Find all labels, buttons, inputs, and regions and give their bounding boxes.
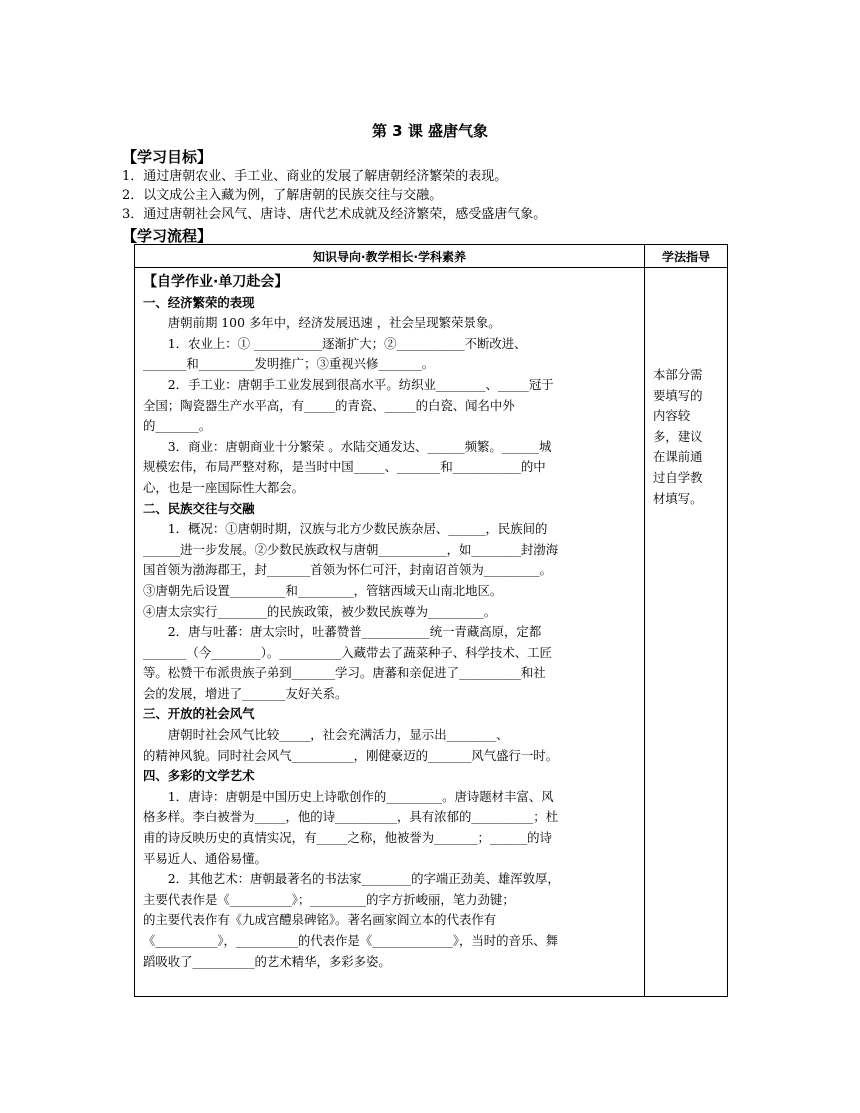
flow-heading: 【学习流程】 — [122, 227, 213, 245]
side-note-line: 材填写。 — [653, 490, 703, 506]
worksheet-line: _______（今________）。__________入藏带去了蔬菜种子、科学技术、工匠 — [143, 644, 552, 660]
worksheet-line: _______和_________发明推广；③重视兴修_______。 — [143, 356, 435, 372]
method-guidance-note — [645, 268, 727, 509]
section-heading: 三、开放的社会风气 — [143, 706, 255, 722]
worksheet-line: 国首领为渤海郡王，封_______首领为怀仁可汗，封南诏首领为_________。 — [143, 562, 552, 578]
objectives-heading: 【学习目标】 — [122, 148, 213, 166]
worksheet-line: 平易近人、通俗易懂。 — [143, 850, 267, 866]
side-note-line: 内容较 — [653, 408, 691, 424]
worksheet-line: ④唐太宗实行________的民族政策，被少数民族尊为_________。 — [143, 603, 497, 619]
worksheet-line: 唐朝时社会风气比较_____，社会充满活力，显示出________、 — [167, 727, 509, 743]
worksheet-line: 全国；陶瓷器生产水平高，有_____的青瓷、_____的白瓷、闻名中外 — [143, 397, 515, 413]
worksheet-line: 1．概况：①唐朝时期，汉族与北方少数民族杂居、______，民族间的 — [167, 521, 548, 537]
self-study-cell — [135, 268, 645, 997]
worksheet-line: 甫的诗反映历史的真情实况，有_____之称，他被誉为_______；______的诗 — [143, 830, 552, 846]
worksheet-line: 1．农业上：① ___________逐渐扩大；②___________不断改进、 — [167, 335, 527, 351]
side-note-line: 多，建议 — [653, 428, 703, 444]
worksheet-line: 2．手工业：唐朝手工业发展到很高水平。纺织业________、_____冠于 — [167, 376, 554, 392]
objective-item: 2．以文成公主入藏为例，了解唐朝的民族交往与交融。 — [122, 188, 443, 203]
method-guidance-cell — [645, 268, 728, 997]
worksheet-line: 3．商业：唐朝商业十分繁荣 。水陆交通发达、______频繁。______城 — [167, 438, 552, 454]
objective-item: 3．通过唐朝社会风气、唐诗、唐代艺术成就及经济繁荣，感受盛唐气象。 — [122, 207, 547, 222]
side-note-line: 要填写的 — [653, 387, 703, 403]
section-heading: 一、经济繁荣的表现 — [143, 294, 255, 310]
worksheet-line: ③唐朝先后设置_________和_________，管辖西域天山南北地区。 — [143, 582, 503, 598]
section-heading: 二、民族交往与交融 — [143, 500, 255, 516]
worksheet-line: 规模宏伟，布局严整对称，是当时中国_____、_______和___________的中 — [143, 459, 546, 475]
self-study-content — [135, 268, 644, 972]
worksheet-line: 的精神风貌。同时社会风气__________，刚健豪迈的_______风气盛行一时。 — [143, 747, 559, 763]
col-header-method: 学法指导 — [645, 245, 728, 268]
worksheet-line: 主要代表作是《__________》；_________的字方折峻丽，笔力劲键； — [143, 891, 515, 907]
worksheet-line: 的主要代表作有《九成宫醴泉碑铭》。著名画家阎立本的代表作有 — [143, 912, 497, 928]
worksheet-line: 唐朝前期 100 多年中，经济发展迅速 ，社会呈现繁荣景象。 — [167, 315, 501, 331]
worksheet-line: 2．唐与吐蕃：唐太宗时，吐蕃赞普___________统一青藏高原，定都 — [167, 624, 542, 640]
side-note-line: 本部分需 — [653, 367, 703, 382]
section-heading: 四、多彩的文学艺术 — [143, 768, 255, 784]
worksheet-line: 会的发展，增进了_______友好关系。 — [143, 685, 348, 701]
worksheet-line: 1．唐诗：唐朝是中国历史上诗歌创作的_________。唐诗题材丰富、风 — [167, 788, 554, 804]
col-header-knowledge: 知识导向·教学相长·学科素养 — [135, 245, 645, 268]
learning-flow-table — [134, 244, 728, 997]
self-study-heading: 【自学作业·单刀赴会】 — [143, 274, 289, 290]
worksheet-line: ______进一步发展。②少数民族政权与唐朝___________，如________封渤海 — [143, 541, 559, 557]
worksheet-line: 格多样。李白被誉为_____，他的诗__________，具有浓郁的__________；杜 — [143, 809, 559, 825]
objective-item: 1．通过唐朝农业、手工业、商业的发展了解唐朝经济繁荣的表现。 — [122, 169, 508, 184]
worksheet-line: 心，也是一座国际性大都会。 — [143, 479, 305, 495]
worksheet-line: 的_______。 — [143, 418, 212, 434]
worksheet-line: 《__________》，__________的代表作是《_____________》，当时的音乐、舞 — [143, 933, 559, 948]
worksheet-line: 蹈吸收了__________的艺术精华，多彩多姿。 — [143, 953, 391, 969]
side-note-line: 在课前通 — [653, 449, 703, 465]
side-note-line: 过自学教 — [653, 469, 703, 485]
worksheet-line: 2．其他艺术：唐朝最著名的书法家________的字端正劲美、雄浑敦厚， — [167, 871, 560, 887]
lesson-title: 第 3 课 盛唐气象 — [371, 122, 489, 140]
worksheet-line: 等。松赞干布派贵族子弟到_______学习。唐蕃和亲促进了__________和社 — [143, 665, 546, 681]
